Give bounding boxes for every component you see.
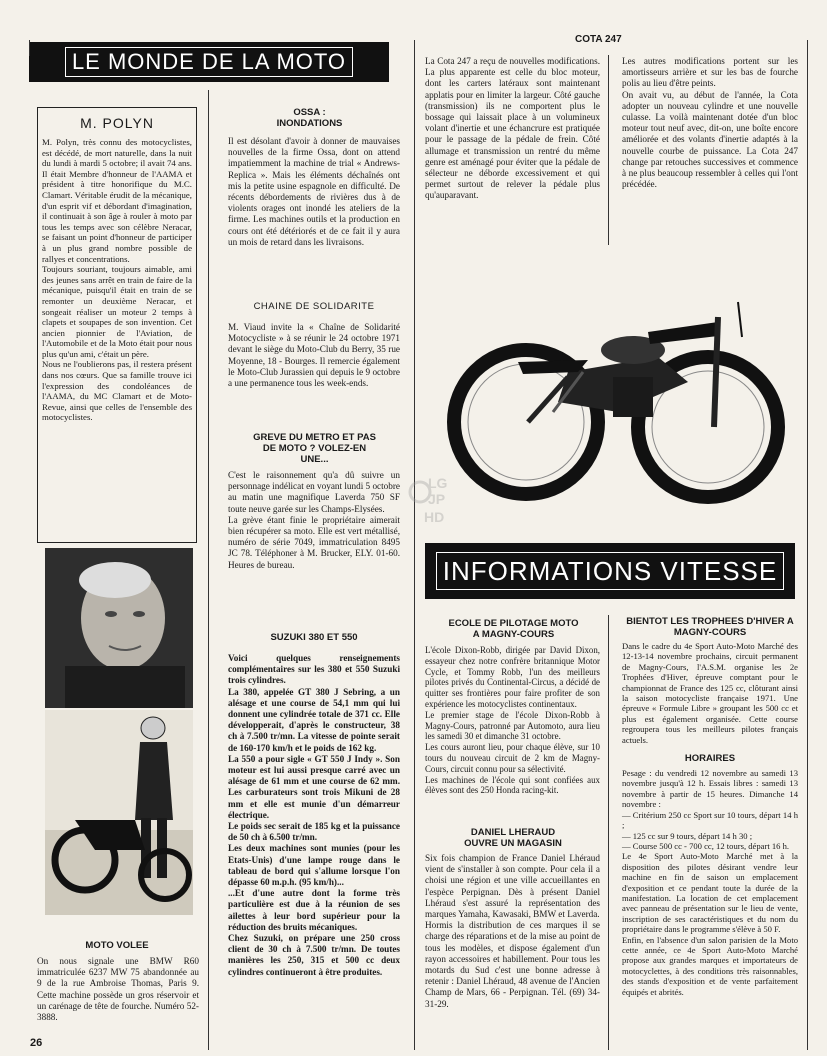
polyn-body3: Nous ne l'oublierons pas, il restera présent dans nos cœurs. Que sa famille trouve ici l'expression des condoléances de l'AAMA, du MC Clamart et de Moto-Revue, ainsi que celles de l'ensemble des motocyclistes. <box>42 359 192 423</box>
suzuki-body5: Les deux machines sont munies (pour les Etats-Unis) d'une lampe rouge dans le tableau de bord qui s'allume lorsque l'on dépasse 60 m.p.h. (95 km/h)... <box>228 843 400 888</box>
trophees-body3: Enfin, en l'absence d'un salon parisien de la Moto cette année, ce 4e Sport Auto-Moto Marché propose aux grandes marques et importateurs de motocyclettes, à des conditions très raisonnables, des stands d'exposition et de vente parfaitement équipés et abrités. <box>622 934 798 997</box>
polyn-body: M. Polyn, très connu des motocyclistes, est décédé, de mort naturelle, dans la nuit du lundi à mardi 5 octobre; il avait 74 ans. Il était Membre d'honneur de l'AAMA et président à titre honorifique du M.C. Clamart. Véritable érudit de la mécanique, d'un esprit vif et débordant d'imagination, il continuait à son âge à rouler à moto par tous les temps avec son célèbre Neracar, se faisant un point d'honneur de participer à un plus grand nombre possible de rallyes et concentrations. <box>42 137 192 264</box>
greve-body: C'est le raisonnement qu'a dû suivre un personnage indélicat en voyant lundi 5 octobre au matin une magnifique Laverda 750 SF toute neuve garée sur les Champs-Elysées. <box>228 470 400 514</box>
trophees-title: BIENTOT LES TROPHEES D'HIVER A MAGNY-COURS <box>626 616 794 638</box>
suzuki-body3: La 550 a pour sigle « GT 550 J Indy ». Son moteur est lui aussi presque carré avec un alésage de 61 mm et une course de 62 mm. Les carburateurs sont trois Mikuni de 28 mm et elle est munie d'un démarreur électrique. <box>228 753 400 820</box>
suzuki-body: Voici quelques renseignements complémentaires sur les 380 et 550 Suzuki trois cylindres. <box>228 653 400 686</box>
horaires-line1: — Critérium 250 cc Sport sur 10 tours, départ 14 h ; <box>622 809 798 831</box>
polyn-title: M. POLYN <box>80 115 154 131</box>
banner-title: LE MONDE DE LA MOTO <box>65 47 353 77</box>
banner-vitesse-title: INFORMATIONS VITESSE <box>436 552 784 590</box>
cota-body3: On avait vu, au début de l'année, la Cota adopter un nouveau cylindre et une nouvelle culasse. La voilà maintenant dotée d'un bloc moteur tout neuf avec, dit-on, une boîte encore améliorée et des volants d'inertie adaptés à la nouvelle courbe de puissance. La Cota 247 change par retouches successives et commence à ne plus beaucoup ressembler à celles qui l'ont précédée. <box>622 89 798 190</box>
ecole-title: ECOLE DE PILOTAGE MOTO A MAGNY-COURS <box>448 618 579 640</box>
moto-volee-title: MOTO VOLEE <box>85 940 149 951</box>
watermark-logo <box>408 470 460 526</box>
running-head: COTA 247 <box>575 34 622 45</box>
greve-title: GREVE DU METRO ET PAS DE MOTO ? VOLEZ-EN UNE... <box>253 432 376 465</box>
ecole-body: L'école Dixon-Robb, dirigée par David Dixon, essayeur chez notre confrère britannique Motor Cycle, et Tommy Robb, l'un des meilleurs pilotes privés du Continental-Circus, a décidé de quitter ses frontières pour faire profiter de son expérience les motocyclistes continentaux. <box>425 645 600 709</box>
ossa-body: Il est désolant d'avoir à donner de mauvaises nouvelles de la firme Ossa, dont on attend impatiemment la machine de trial « Andrews-Replica ». Mais les éléments déchaînés ont mis la petite usine espagnole en difficulté. De récents débordements de rivières dus à de violents orages ont inondé les ateliers de la firme. Les machines outils et la production en cours ont été détériorés et de ce fait il y aura un mois de retard dans les livraisons. <box>228 136 400 247</box>
page-number: 26 <box>30 1037 43 1049</box>
lheraud-title: DANIEL LHERAUD OUVRE UN MAGASIN <box>464 827 562 849</box>
cota-body: La Cota 247 a reçu de nouvelles modifications. La plus apparente est celle du bloc moteur, dont les carters latéraux sont maintenant applatis pour en limiter la largeur. Côté gauche (transmission) ils ne comportent plus le bossage qui laissait place à un volumineux volant d'inertie et une échancrure est pratiquée pour le passage de la pédale de frein. Côté allumage et transmission un rentré du même genre est aménagé pour éviter que la pédale de sélecteur ne déborde excessivement et qui permet surtout de relever la pédale plus qu'auparavant. <box>425 56 600 201</box>
suzuki-title: SUZUKI 380 ET 550 <box>270 632 358 643</box>
portrait-photo <box>45 548 193 708</box>
svg-text:HD: HD <box>424 509 445 525</box>
trophees-body: Dans le cadre du 4e Sport Auto-Moto Marché des 12-13-14 novembre prochains, circuit permanent de Magny-Cours, l'A.S.M. organise les 2e Trophées d'Hiver, épreuve comptant pour le championnat de France des 125 cc, clôturant ainsi la saison motocycliste française 1971. Une épreuve « Formule Libre » groupant les 500 cc et plus est également organisée. Cette course regroupera tous les meilleurs pilotes français actuels. <box>622 641 798 745</box>
chaine-title: CHAINE DE SOLIDARITE <box>253 301 375 312</box>
trophees-body2: Le 4e Sport Auto-Moto Marché met à la disposition des pilotes désirant vendre leur machine en fin de saison un emplacement d'exposition et ce pendant toute la durée de la manifestation. La location de cet emplacement avec panneau de présentation sur le lieu de vente, inscription de ses caractéristiques et du nom du propriétaire dans le programme s'élève à 50 F. <box>622 851 798 935</box>
horaires-body: Pesage : du vendredi 12 novembre au samedi 13 novembre jusqu'à 12 h. Essais libres : samedi 13 novembre à partir de 15 heures. Dimanche 14 novembre : <box>622 768 798 810</box>
polyn-body2: Toujours souriant, toujours aimable, ami des jeunes sans arrêt en train de faire de la mécanique, puisqu'il était en train de se remonter un deuxième Neracar, et songeait réaliser un moteur 2 temps à clapets et soupapes de son invention. Cet ancien pionnier de l'Aviation, de l'Automobile et de la Moto était pour nous plus qu'un ami, c'était un père. <box>42 264 192 359</box>
lheraud-body2: Hormis la distribution de ces marques il se charge des réparations et de la mise au point de tous les modèles, et dispose également d'un rayon accessoires et habillement. Pour tous les motards du Sud c'est une bonne adresse à retenir : Daniel Lhéraud, 48 avenue de l'Ancien Champ de Mars, 66 - Perpignan. Tél. (69) 34-31-29. <box>425 920 600 1009</box>
horaires-line2: — 125 cc sur 9 tours, départ 14 h 30 ; <box>622 830 753 841</box>
lheraud-body: Six fois champion de France Daniel Lhéraud vient de s'installer à son compte. Pour cela il a choisi une région et une ville accueillantes en l'espèce Perpignan. Dès à présent Daniel Lhéraud s'est assuré la représentation des marques Yamaha, Kawasaki, BMW et Laverda. <box>425 853 600 920</box>
svg-text:LG: LG <box>428 475 448 491</box>
svg-text:JP: JP <box>428 491 446 507</box>
horaires-line3: — Course 500 cc - 700 cc, 12 tours, départ 16 h. <box>622 840 790 851</box>
suzuki-body2: La 380, appelée GT 380 J Sebring, a un alésage et une course de 54,1 mm qui lui donnent une cylindrée totale de 371 cc. Elle développerait, d'après le constructeur, 38 ch à 7.500 tr/mn. La vitesse de pointe serait de 160-170 km/h et le poids de 162 kg. <box>228 686 400 753</box>
section-banner-vitesse <box>425 543 795 599</box>
chaine-body: M. Viaud invite la « Chaîne de Solidarité Motocycliste » à se réunir le 24 octobre 1971 devant le siège du Moto-Club du Berry, 35 rue Moyenne, 18 - Bourges. Il remercie également le Moto-Club Jurassien qui depuis le 9 octobre a une permanence tous les week-ends. <box>228 322 400 389</box>
suzuki-body7: Chez Suzuki, on prépare une 250 cross client de 30 ch à 7.500 tr/mn. De toutes manières les 250, 315 et 500 cc deux cylindres continueront à être produites. <box>228 933 400 977</box>
polyn-box <box>37 107 197 543</box>
suzuki-body4: Le poids sec serait de 185 kg et la puissance de 50 ch à 6.500 tr/mn. <box>228 821 400 843</box>
ecole-body3: Les cours auront lieu, pour chaque élève, sur 10 tours du nouveau circuit de 2 km de Magny-Cours, circuit connu pour sa sélectivité. <box>425 742 600 774</box>
cota-motorcycle-photo <box>418 262 804 522</box>
ecole-body4: Les machines de l'école qui sont confiées aux élèves sont des 250 Honda racing-kit. <box>425 774 600 796</box>
moto-volee-body: On nous signale une BMW R60 immatriculée 6237 MW 75 abandonnée au 9 de la rue Ambroise Thomas, Paris 9. Cette machine possède un gros réservoir et un carénage de tête de fourche. Numéro 52-3888. <box>37 956 199 1023</box>
horaires-title: HORAIRES <box>684 753 736 765</box>
ecole-body2: Le premier stage de l'école Dixon-Robb à Magny-Cours, patronné par Automoto, aura lieu les samedi 30 et dimanche 31 octobre. <box>425 709 600 742</box>
rider-photo <box>45 710 193 915</box>
suzuki-body6: ...Et d'une autre dont la forme très particulière est due à la réunion de ses ailettes à leur bord supérieur pour la réduction des bruits mécaniques. <box>228 888 400 932</box>
section-banner-monde <box>29 42 389 82</box>
greve-body2: La grève étant finie le propriétaire aimerait bien récupérer sa moto. Elle est vert métallisé, numéro de série 7049, immatriculation 8495 JC 78. Téléphoner à M. Brucker, ELY. 01-60. Heures de bureau. <box>228 514 400 570</box>
ossa-title: OSSA : INONDATIONS <box>276 107 343 129</box>
cota-body2: Les autres modifications portent sur les amortisseurs arrière et sur les bas de fourche polis au lieu d'être peints. <box>622 56 798 89</box>
